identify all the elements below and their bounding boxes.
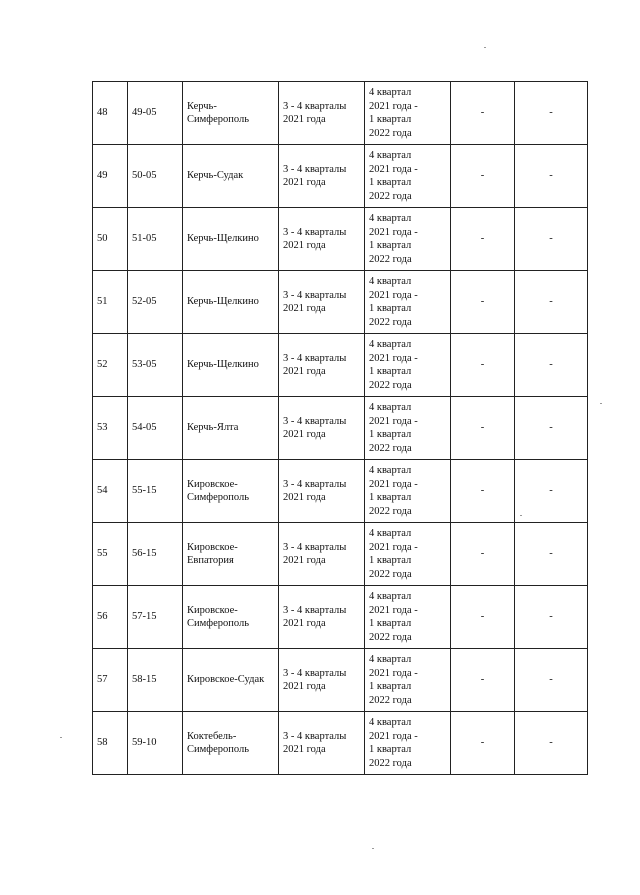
deadline-cell-text: 4 квартал 2021 года - 1 квартал 2022 года xyxy=(369,591,418,643)
table-row xyxy=(93,397,588,460)
row-number xyxy=(93,712,128,775)
empty-value-cell xyxy=(515,271,588,334)
period-cell-text: 3 - 4 кварталы 2021 года xyxy=(283,667,347,692)
empty-value-cell xyxy=(451,712,515,775)
empty-value-cell-text: - xyxy=(549,422,553,434)
route-code-text: 54-05 xyxy=(132,422,157,434)
deadline-cell xyxy=(365,208,451,271)
empty-value-cell xyxy=(515,712,588,775)
empty-value-cell-text: - xyxy=(480,548,485,560)
empty-value-cell-text: - xyxy=(480,359,485,371)
empty-value-cell-text: - xyxy=(549,737,553,749)
route-name-text: Керчь-Щелкино xyxy=(187,296,259,308)
empty-value-cell xyxy=(515,649,588,712)
row-number-text: 56 xyxy=(97,611,108,623)
route-code xyxy=(128,523,183,586)
route-name-text: Кировское-Судак xyxy=(187,674,265,686)
deadline-cell-text: 4 квартал 2021 года - 1 квартал 2022 года xyxy=(369,339,418,391)
deadline-cell xyxy=(365,586,451,649)
period-cell xyxy=(279,208,365,271)
route-name-text: Кировское- Симферополь xyxy=(187,604,249,629)
row-number xyxy=(93,271,128,334)
period-cell-text: 3 - 4 кварталы 2021 года xyxy=(283,226,347,251)
period-cell xyxy=(279,334,365,397)
table-body xyxy=(93,82,588,775)
empty-value-cell xyxy=(515,82,588,145)
empty-value-cell xyxy=(515,397,588,460)
period-cell xyxy=(279,397,365,460)
table-row xyxy=(93,586,588,649)
empty-value-cell-text: - xyxy=(549,233,553,245)
empty-value-cell xyxy=(451,271,515,334)
empty-value-cell xyxy=(515,334,588,397)
period-cell xyxy=(279,712,365,775)
period-cell xyxy=(279,523,365,586)
route-code xyxy=(128,586,183,649)
route-code-text: 52-05 xyxy=(132,296,157,308)
route-name xyxy=(183,460,279,523)
deadline-cell xyxy=(365,334,451,397)
period-cell xyxy=(279,460,365,523)
route-code xyxy=(128,145,183,208)
route-name xyxy=(183,82,279,145)
route-name xyxy=(183,649,279,712)
route-code xyxy=(128,649,183,712)
route-name-text: Керчь-Ялта xyxy=(187,422,239,434)
route-code xyxy=(128,208,183,271)
route-code-text: 58-15 xyxy=(132,674,157,686)
empty-value-cell-text: - xyxy=(480,737,485,749)
route-code xyxy=(128,334,183,397)
row-number xyxy=(93,334,128,397)
deadline-cell xyxy=(365,712,451,775)
route-code-text: 51-05 xyxy=(132,233,157,245)
row-number-text: 52 xyxy=(97,359,108,371)
empty-value-cell-text: - xyxy=(549,359,553,371)
row-number xyxy=(93,586,128,649)
empty-value-cell-text: - xyxy=(549,296,553,308)
route-name-text: Кировское- Симферополь xyxy=(187,478,249,503)
empty-value-cell-text: - xyxy=(480,107,485,119)
row-number-text: 55 xyxy=(97,548,108,560)
empty-value-cell-text: - xyxy=(480,611,485,623)
empty-value-cell-text: - xyxy=(549,548,553,560)
row-number-text: 54 xyxy=(97,485,108,497)
route-name-text: Коктебель- Симферополь xyxy=(187,730,249,755)
route-name xyxy=(183,334,279,397)
period-cell-text: 3 - 4 кварталы 2021 года xyxy=(283,415,347,440)
deadline-cell xyxy=(365,397,451,460)
row-number-text: 51 xyxy=(97,296,108,308)
route-name-text: Керчь- Симферополь xyxy=(187,100,249,125)
empty-value-cell-text: - xyxy=(549,485,553,497)
empty-value-cell-text: - xyxy=(480,170,485,182)
route-code-text: 59-10 xyxy=(132,737,157,749)
route-code-text: 57-15 xyxy=(132,611,157,623)
empty-value-cell xyxy=(451,586,515,649)
period-cell-text: 3 - 4 кварталы 2021 года xyxy=(283,730,347,755)
deadline-cell xyxy=(365,460,451,523)
deadline-cell-text: 4 квартал 2021 года - 1 квартал 2022 года xyxy=(369,150,418,202)
empty-value-cell xyxy=(515,145,588,208)
period-cell-text: 3 - 4 кварталы 2021 года xyxy=(283,163,347,188)
deadline-cell-text: 4 квартал 2021 года - 1 квартал 2022 года xyxy=(369,717,418,769)
deadline-cell-text: 4 квартал 2021 года - 1 квартал 2022 года xyxy=(369,465,418,517)
deadline-cell xyxy=(365,271,451,334)
route-name xyxy=(183,145,279,208)
row-number xyxy=(93,145,128,208)
route-code-text: 56-15 xyxy=(132,548,157,560)
empty-value-cell xyxy=(451,208,515,271)
empty-value-cell xyxy=(451,523,515,586)
table-row xyxy=(93,523,588,586)
empty-value-cell-text: - xyxy=(480,422,485,434)
empty-value-cell-text: - xyxy=(480,485,485,497)
route-name xyxy=(183,523,279,586)
route-code xyxy=(128,712,183,775)
empty-value-cell xyxy=(451,82,515,145)
route-name-text: Керчь-Щелкино xyxy=(187,359,259,371)
period-cell-text: 3 - 4 кварталы 2021 года xyxy=(283,289,347,314)
route-name xyxy=(183,271,279,334)
table-row xyxy=(93,649,588,712)
period-cell xyxy=(279,649,365,712)
route-code xyxy=(128,82,183,145)
route-code xyxy=(128,271,183,334)
empty-value-cell-text: - xyxy=(480,296,485,308)
empty-value-cell xyxy=(515,523,588,586)
row-number-text: 57 xyxy=(97,674,108,686)
row-number xyxy=(93,649,128,712)
row-number xyxy=(93,208,128,271)
empty-value-cell-text: - xyxy=(549,170,553,182)
table-row xyxy=(93,712,588,775)
empty-value-cell xyxy=(451,460,515,523)
table-row xyxy=(93,271,588,334)
empty-value-cell-text: - xyxy=(480,674,485,686)
period-cell-text: 3 - 4 кварталы 2021 года xyxy=(283,100,347,125)
empty-value-cell xyxy=(451,145,515,208)
empty-value-cell-text: - xyxy=(549,107,553,119)
row-number-text: 48 xyxy=(97,107,108,119)
route-name xyxy=(183,397,279,460)
row-number-text: 53 xyxy=(97,422,108,434)
deadline-cell xyxy=(365,523,451,586)
row-number xyxy=(93,397,128,460)
empty-value-cell-text: - xyxy=(549,611,553,623)
empty-value-cell xyxy=(451,649,515,712)
row-number-text: 58 xyxy=(97,737,108,749)
table-row xyxy=(93,460,588,523)
route-schedule-table xyxy=(92,81,588,775)
scan-speck xyxy=(520,515,522,516)
deadline-cell xyxy=(365,82,451,145)
row-number-text: 49 xyxy=(97,170,108,182)
period-cell xyxy=(279,271,365,334)
table-row xyxy=(93,334,588,397)
row-number xyxy=(93,523,128,586)
scan-speck xyxy=(60,737,62,738)
period-cell-text: 3 - 4 кварталы 2021 года xyxy=(283,541,347,566)
empty-value-cell xyxy=(515,460,588,523)
empty-value-cell xyxy=(515,208,588,271)
empty-value-cell xyxy=(451,397,515,460)
period-cell xyxy=(279,586,365,649)
deadline-cell-text: 4 квартал 2021 года - 1 квартал 2022 года xyxy=(369,654,418,706)
scan-speck xyxy=(372,848,374,849)
route-name-text: Керчь-Щелкино xyxy=(187,233,259,245)
period-cell-text: 3 - 4 кварталы 2021 года xyxy=(283,352,347,377)
period-cell xyxy=(279,82,365,145)
deadline-cell-text: 4 квартал 2021 года - 1 квартал 2022 года xyxy=(369,528,418,580)
period-cell-text: 3 - 4 кварталы 2021 года xyxy=(283,604,347,629)
table-row xyxy=(93,82,588,145)
row-number xyxy=(93,82,128,145)
period-cell-text: 3 - 4 кварталы 2021 года xyxy=(283,478,347,503)
period-cell xyxy=(279,145,365,208)
deadline-cell-text: 4 квартал 2021 года - 1 квартал 2022 года xyxy=(369,87,418,139)
deadline-cell xyxy=(365,145,451,208)
empty-value-cell-text: - xyxy=(549,674,553,686)
empty-value-cell xyxy=(515,586,588,649)
route-name xyxy=(183,208,279,271)
table-row xyxy=(93,145,588,208)
deadline-cell-text: 4 квартал 2021 года - 1 квартал 2022 года xyxy=(369,276,418,328)
table-row xyxy=(93,208,588,271)
scan-speck xyxy=(484,47,486,48)
deadline-cell xyxy=(365,649,451,712)
empty-value-cell-text: - xyxy=(480,233,485,245)
row-number-text: 50 xyxy=(97,233,108,245)
route-code-text: 49-05 xyxy=(132,107,157,119)
route-code-text: 55-15 xyxy=(132,485,157,497)
deadline-cell-text: 4 квартал 2021 года - 1 квартал 2022 года xyxy=(369,213,418,265)
route-code xyxy=(128,397,183,460)
route-name-text: Керчь-Судак xyxy=(187,170,244,182)
empty-value-cell xyxy=(451,334,515,397)
route-code xyxy=(128,460,183,523)
route-code-text: 53-05 xyxy=(132,359,157,371)
route-name xyxy=(183,586,279,649)
scan-speck xyxy=(600,403,602,404)
row-number xyxy=(93,460,128,523)
deadline-cell-text: 4 квартал 2021 года - 1 квартал 2022 года xyxy=(369,402,418,454)
route-name-text: Кировское- Евпатория xyxy=(187,541,238,566)
route-code-text: 50-05 xyxy=(132,170,157,182)
route-name xyxy=(183,712,279,775)
